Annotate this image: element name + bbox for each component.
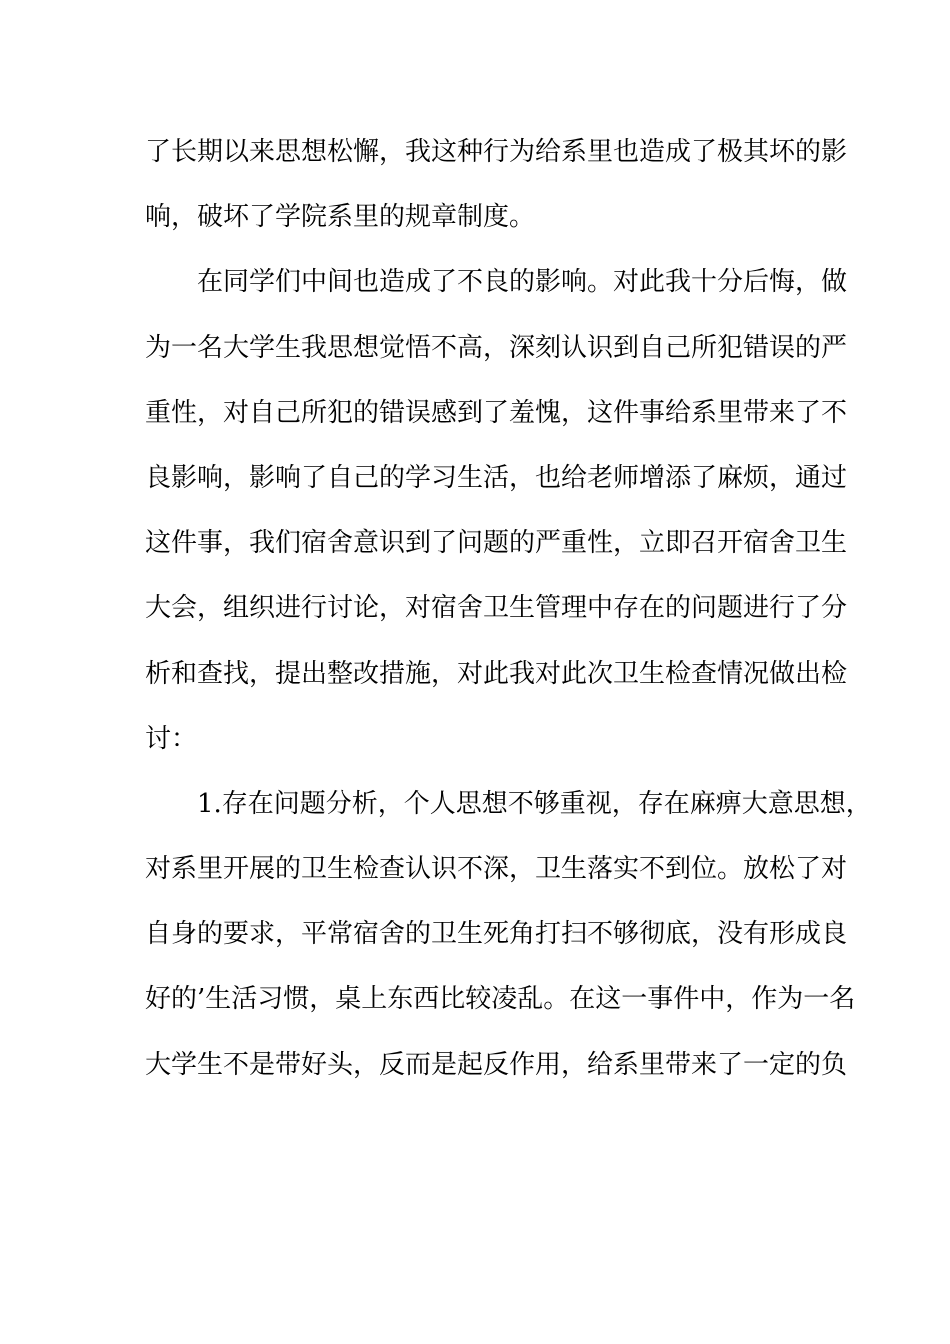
text-line: 对系里开展的卫生检查认识不深，卫生落实不到位。放松了对: [145, 854, 848, 885]
text-line: 重性，对自己所犯的错误感到了羞愧，这件事给系里带来了不: [145, 397, 848, 428]
text-line: 了长期以来思想松懈，我这种行为给系里也造成了极其坏的影: [145, 137, 848, 167]
text-line: 这件事，我们宿舍意识到了问题的严重性，立即召开宿舍卫生: [145, 528, 848, 559]
text-line: 大会，组织进行讨论，对宿舍卫生管理中存在的问题进行了分: [145, 593, 848, 624]
text-line: 为一名大学生我思想觉悟不高，深刻认识到自己所犯错误的严: [145, 332, 848, 363]
document-body: [145, 126, 872, 1104]
text-line: 响，破坏了学院系里的规章制度。: [145, 202, 536, 233]
paragraph-first-line: 1.存在问题分析，个人思想不够重视，存在麻痹大意思想，: [197, 788, 872, 819]
text-line: 自身的要求，平常宿舍的卫生死角打扫不够彻底，没有形成良: [145, 919, 848, 950]
text-line: 大学生不是带好头，反而是起反作用，给系里带来了一定的负: [145, 1049, 848, 1080]
text-line: 析和查找，提出整改措施，对此我对此次卫生检查情况做出检: [145, 658, 848, 689]
paragraph-first-line: 在同学们中间也造成了不良的影响。对此我十分后悔，做: [197, 267, 848, 298]
text-line: 讨：: [145, 723, 198, 754]
text-line: 良影响，影响了自己的学习生活，也给老师增添了麻烦，通过: [145, 462, 848, 493]
text-line: 好的’生活习惯，桌上东西比较凌乱。在这一事件中，作为一名: [145, 984, 856, 1015]
